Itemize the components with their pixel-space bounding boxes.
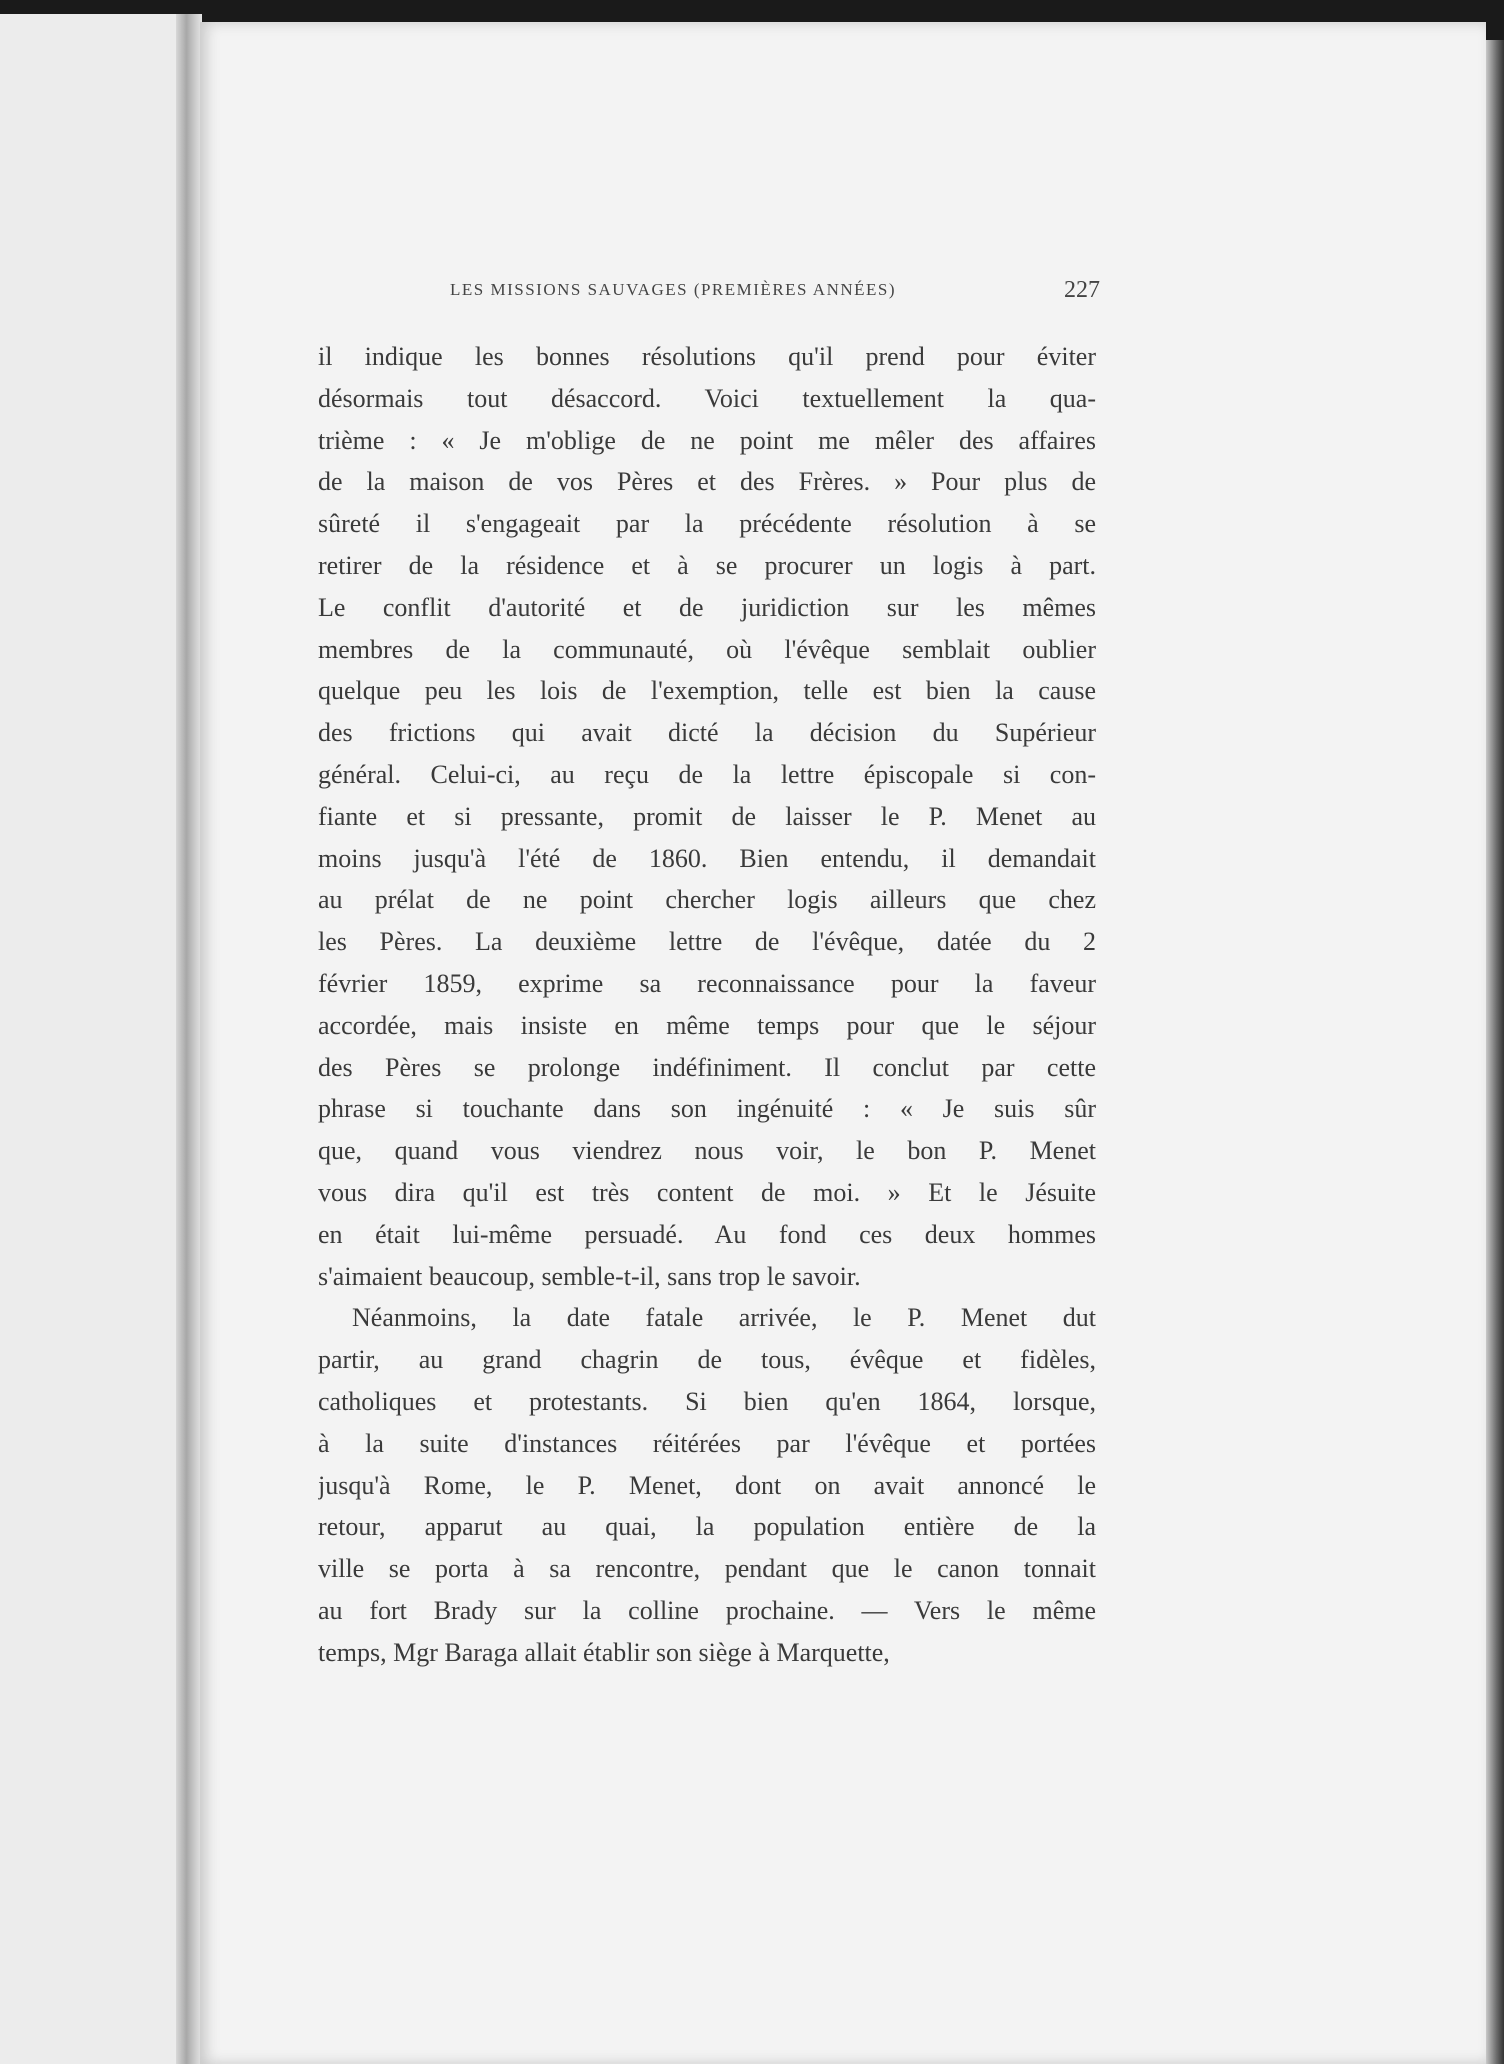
text-line: en était lui-même persuadé. Au fond ces deux hommes (318, 1219, 1096, 1249)
text-line: phrase si touchante dans son ingénuité : « Je suis sûr (318, 1094, 1096, 1124)
page-header (450, 270, 1100, 310)
text-line: sûreté il s'engageait par la précédente résolution à se (318, 509, 1096, 539)
text-line: partir, au grand chagrin de tous, évêque et fidèles, (318, 1345, 1096, 1375)
text-line: catholiques et protestants. Si bien qu'en 1864, lorsque, (318, 1386, 1096, 1416)
text-line: les Pères. La deuxième lettre de l'évêque, datée du 2 (318, 927, 1096, 957)
text-line: des Pères se prolonge indéfiniment. Il conclut par cette (318, 1052, 1096, 1082)
text-line: février 1859, exprime sa reconnaissance pour la faveur (318, 968, 1096, 998)
text-line: fiante et si pressante, promit de laisser le P. Menet au (318, 801, 1096, 831)
text-line: vous dira qu'il est très content de moi. » Et le Jésuite (318, 1177, 1096, 1207)
text-line: de la maison de vos Pères et des Frères. » Pour plus de (318, 467, 1096, 497)
text-line: Le conflit d'autorité et de juridiction sur les mêmes (318, 592, 1096, 622)
text-line: temps, Mgr Baraga allait établir son siège à Marquette, (318, 1637, 890, 1667)
text-line: il indique les bonnes résolutions qu'il prend pour éviter (318, 342, 1096, 371)
text-line: Néanmoins, la date fatale arrivée, le P. Menet dut (352, 1303, 1096, 1333)
body-text (318, 336, 1096, 1674)
text-line: trième : « Je m'oblige de ne point me mêler des affaires (318, 425, 1096, 455)
left-page (0, 14, 188, 2064)
text-line: moins jusqu'à l'été de 1860. Bien entendu, il demandait (318, 843, 1096, 873)
page-number: 227 (1064, 277, 1100, 303)
text-line: des frictions qui avait dicté la décision du Supérieur (318, 718, 1096, 748)
text-line: ville se porta à sa rencontre, pendant que le canon tonnait (318, 1554, 1096, 1584)
book-gutter (176, 14, 202, 2064)
running-head: LES MISSIONS SAUVAGES (PREMIÈRES ANNÉES) (450, 280, 897, 299)
text-line: au prélat de ne point chercher logis ailleurs que chez (318, 885, 1096, 915)
text-line: accordée, mais insiste en même temps pour que le séjour (318, 1010, 1096, 1040)
text-line: retour, apparut au quai, la population entière de la (318, 1512, 1096, 1542)
text-line: s'aimaient beaucoup, semble-t-il, sans trop le savoir. (318, 1261, 861, 1291)
text-line: quelque peu les lois de l'exemption, telle est bien la cause (318, 676, 1096, 706)
text-line: désormais tout désaccord. Voici textuellement la qua- (318, 383, 1096, 413)
text-line: à la suite d'instances réitérées par l'évêque et portées (318, 1428, 1096, 1458)
text-line: retirer de la résidence et à se procurer un logis à part. (318, 550, 1096, 580)
text-line: que, quand vous viendrez nous voir, le bon P. Menet (318, 1136, 1096, 1166)
page-edge-shadow (1486, 40, 1504, 2064)
text-line: membres de la communauté, où l'évêque semblait oublier (318, 634, 1096, 664)
text-line: au fort Brady sur la colline prochaine. — Vers le même (318, 1595, 1096, 1625)
text-line: jusqu'à Rome, le P. Menet, dont on avait annoncé le (318, 1470, 1096, 1500)
text-line: général. Celui-ci, au reçu de la lettre épiscopale si con- (318, 759, 1096, 789)
